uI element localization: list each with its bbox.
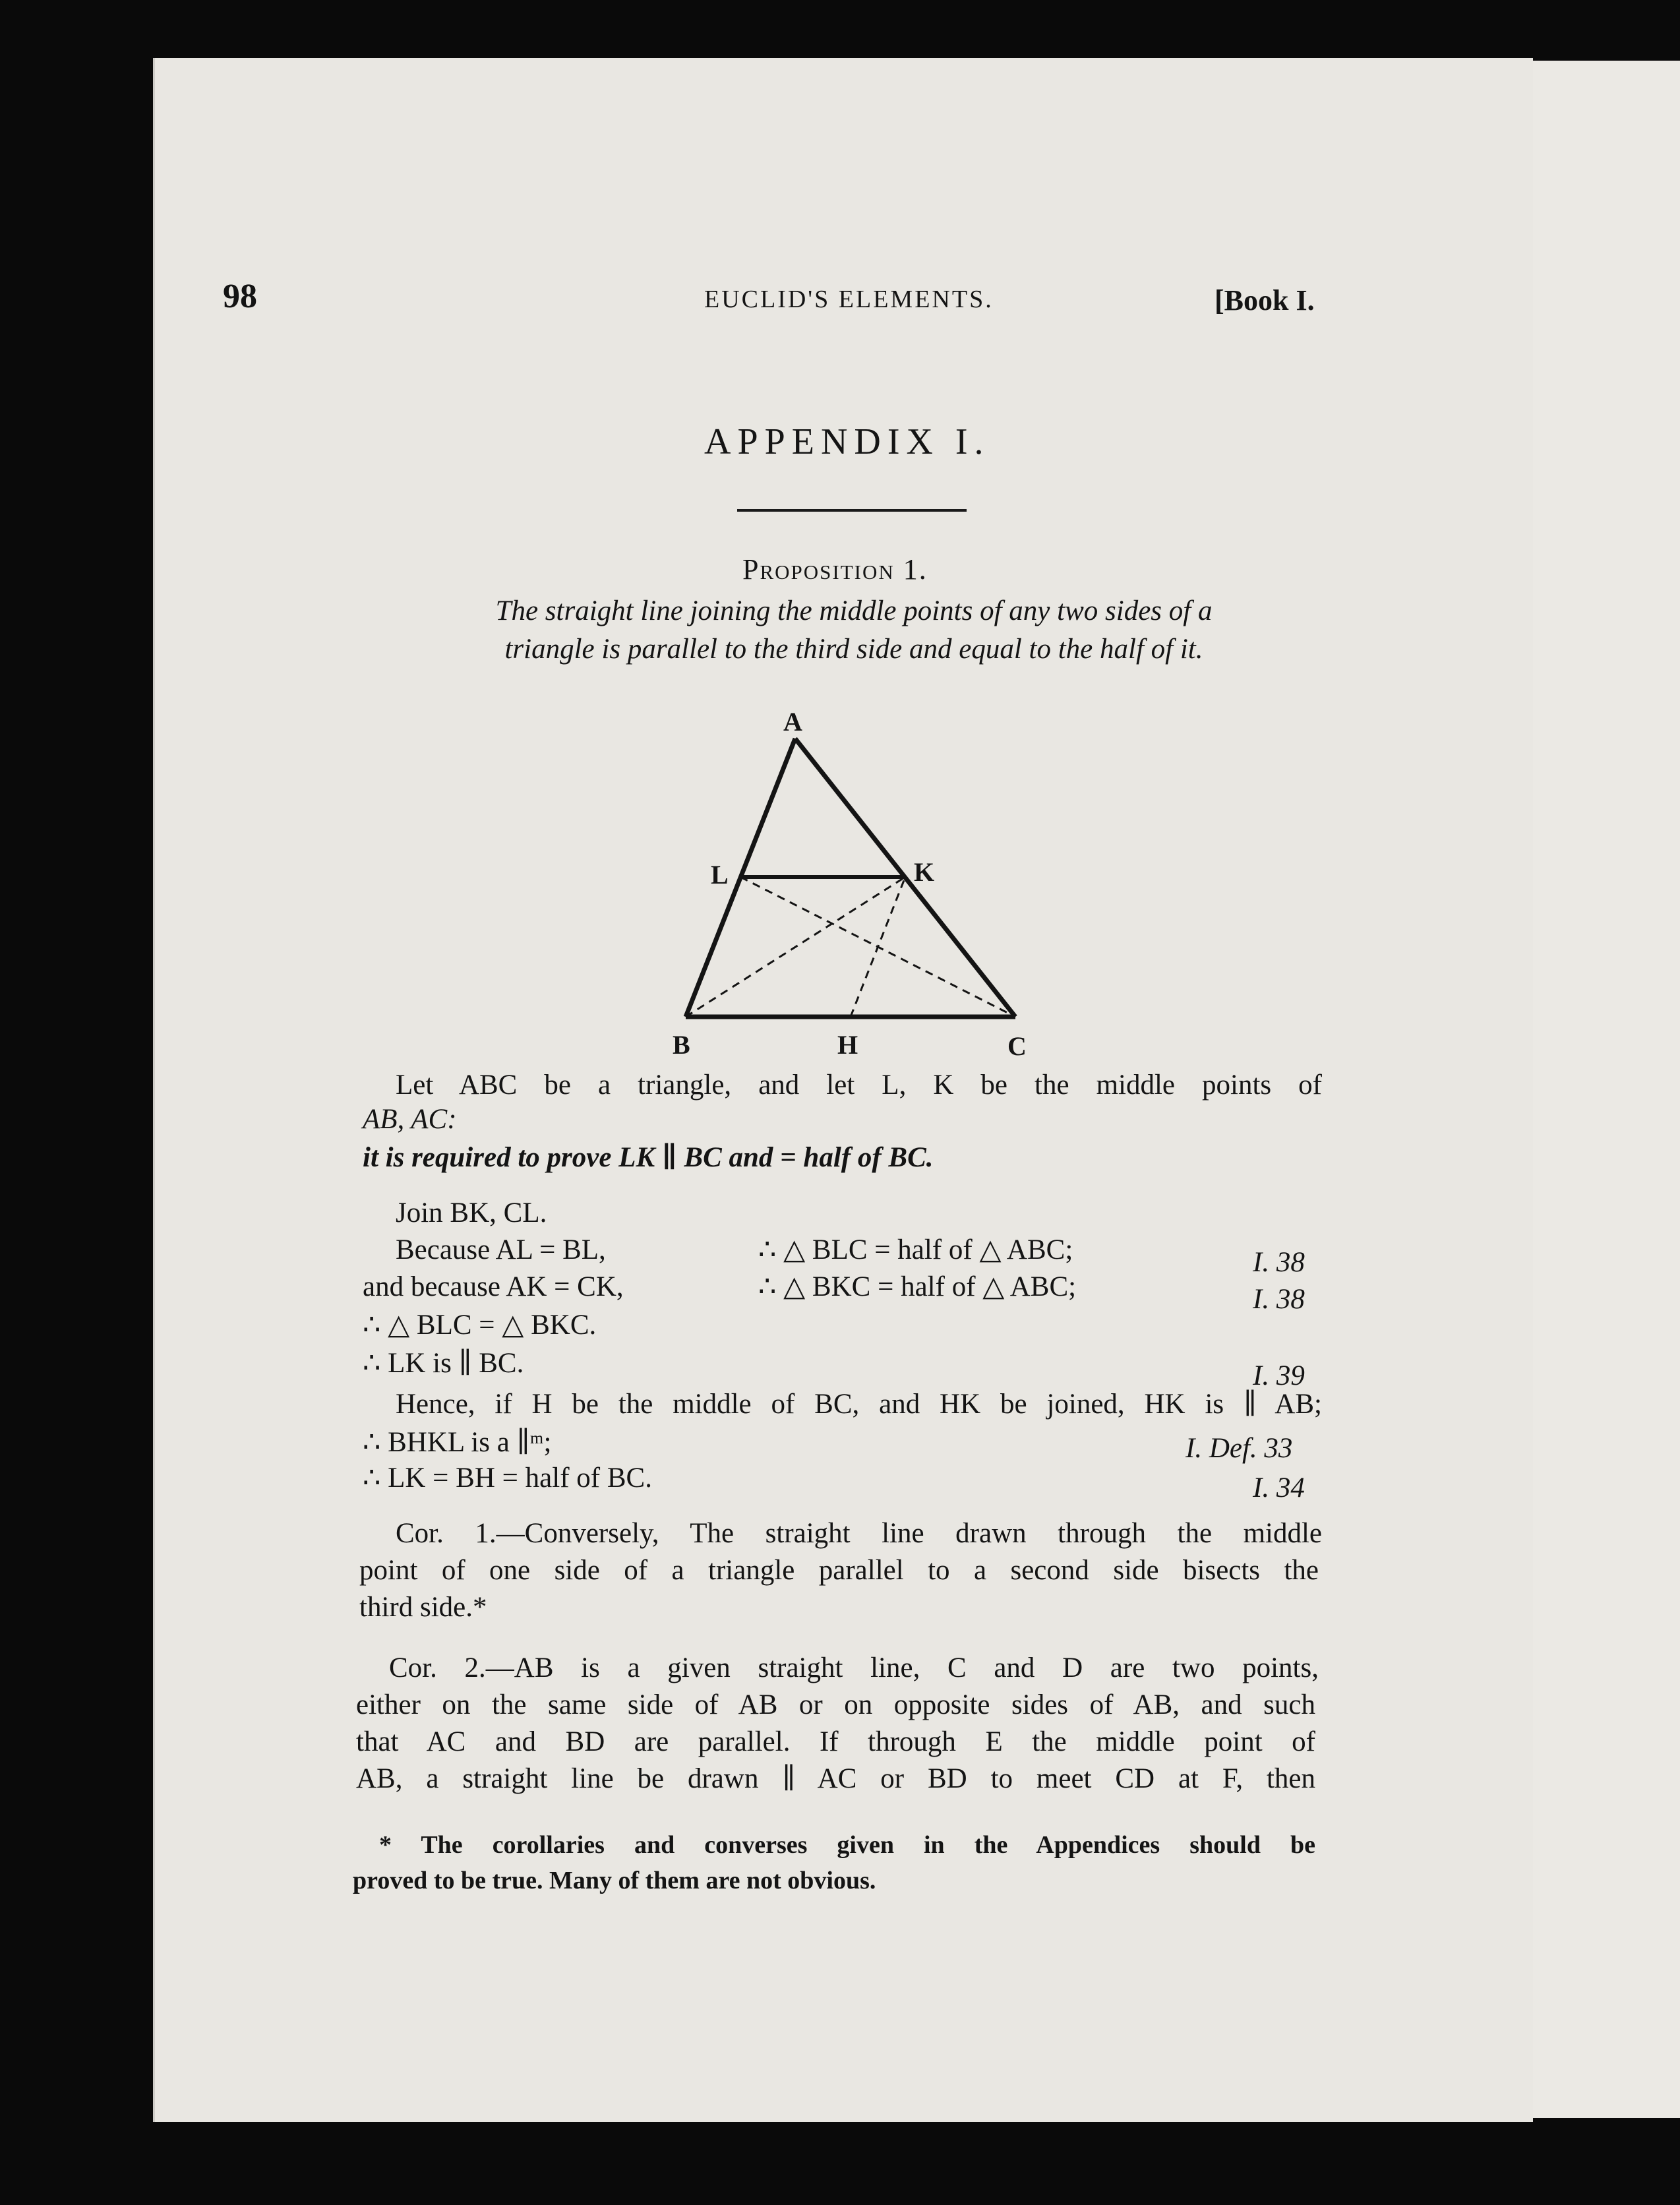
proposition-title: Proposition 1. bbox=[742, 553, 928, 586]
proof-let-line-2: AB, AC: bbox=[363, 1104, 457, 1135]
facing-page-edge bbox=[1528, 61, 1680, 2118]
proof-and-because-right: ∴ △ BKC = half of △ ABC; bbox=[758, 1271, 1077, 1302]
proof-therefore-2: ∴ LK is ∥ BC. bbox=[363, 1348, 524, 1379]
cor2-line-1: Cor. 2.—AB is a given straight line, C and D are two points, bbox=[389, 1652, 1319, 1683]
proof-required: it is required to prove LK ∥ BC and = half of BC. bbox=[363, 1142, 934, 1173]
proof-therefore-3-ref: I. Def. 33 bbox=[1185, 1433, 1293, 1464]
proof-because-ref: I. 38 bbox=[1253, 1247, 1305, 1278]
book-reference: [Book I. bbox=[1215, 284, 1315, 317]
label-l: L bbox=[711, 860, 729, 890]
proof-therefore-4-ref: I. 34 bbox=[1253, 1472, 1305, 1503]
segment-bk bbox=[686, 877, 905, 1017]
label-a: A bbox=[783, 707, 802, 737]
proof-therefore-3: ∴ BHKL is a ∥ᵐ; bbox=[363, 1427, 552, 1458]
proof-because-left: Because AL = BL, bbox=[396, 1234, 606, 1265]
label-b: B bbox=[673, 1030, 690, 1060]
proof-and-because-left: and because AK = CK, bbox=[363, 1271, 624, 1302]
proof-therefore-2-ref: I. 39 bbox=[1253, 1360, 1305, 1391]
proof-let-line-1: Let ABC be a triangle, and let L, K be the middle points of bbox=[396, 1070, 1322, 1101]
cor1-line-3: third side.* bbox=[359, 1592, 487, 1623]
footnote-line-1: * The corollaries and converses given in the Appendices should be bbox=[379, 1831, 1315, 1859]
enunciation-line-1: The straight line joining the middle points of any two sides of a bbox=[495, 595, 1213, 626]
cor2-line-4: AB, a straight line be drawn ∥ AC or BD to meet CD at F, then bbox=[356, 1763, 1315, 1794]
enunciation-line-2: triangle is parallel to the third side and equal to the half of it. bbox=[504, 634, 1203, 665]
cor2-line-3: that AC and BD are parallel. If through E the middle point of bbox=[356, 1726, 1315, 1757]
label-k: K bbox=[914, 857, 935, 887]
title-rule bbox=[737, 509, 967, 512]
label-h: H bbox=[837, 1030, 858, 1060]
page-number: 98 bbox=[223, 278, 257, 315]
label-c: C bbox=[1007, 1031, 1027, 1061]
footnote-line-2: proved to be true. Many of them are not obvious. bbox=[353, 1867, 876, 1894]
cor1-line-2: point of one side of a triangle parallel to a second side bisects the bbox=[359, 1555, 1319, 1586]
cor1-line-1: Cor. 1.—Conversely, The straight line drawn through the middle bbox=[396, 1518, 1322, 1549]
running-title: EUCLID'S ELEMENTS. bbox=[704, 286, 994, 313]
proof-and-because-ref: I. 38 bbox=[1253, 1284, 1305, 1315]
proof-hence: Hence, if H be the middle of BC, and HK be joined, HK is ∥ AB; bbox=[396, 1389, 1322, 1420]
proof-therefore-4: ∴ LK = BH = half of BC. bbox=[363, 1463, 652, 1494]
proof-therefore-1: ∴ △ BLC = △ BKC. bbox=[363, 1310, 597, 1341]
proof-join: Join BK, CL. bbox=[396, 1197, 547, 1228]
appendix-title: APPENDIX I. bbox=[704, 421, 990, 462]
cor2-line-2: either on the same side of AB or on opposite sides of AB, and such bbox=[356, 1689, 1315, 1720]
triangle-figure bbox=[673, 699, 1042, 1068]
segment-hk bbox=[851, 877, 905, 1017]
proof-because-right: ∴ △ BLC = half of △ ABC; bbox=[758, 1234, 1073, 1265]
